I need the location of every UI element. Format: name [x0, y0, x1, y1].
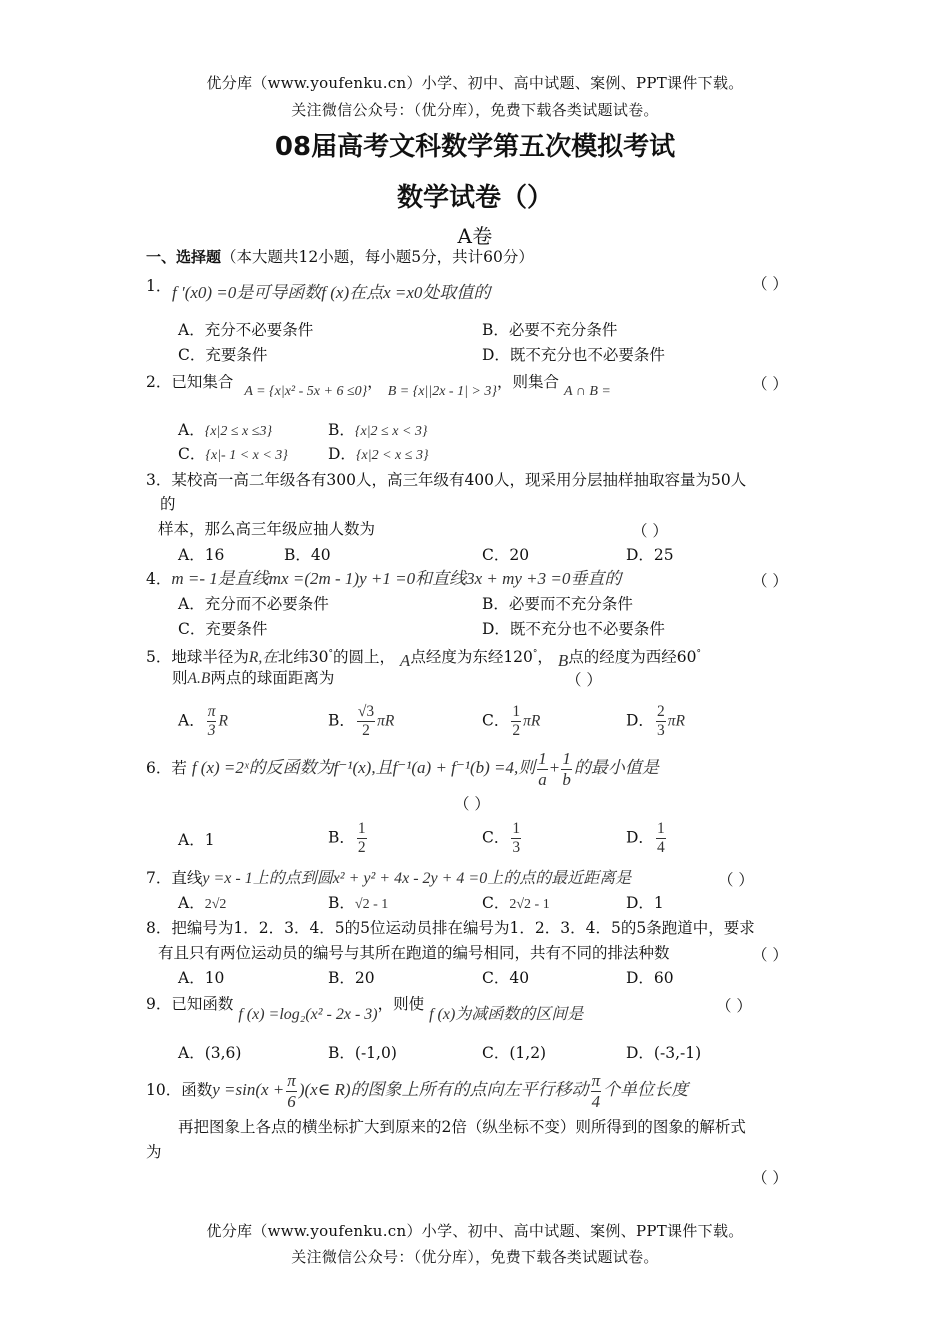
q5-part-3: 北纬30 — [277, 648, 329, 667]
q10-fraction-1-denominator: 6 — [287, 1091, 296, 1111]
q10-stem-line-2: 再把图象上各点的横坐标扩大到原来的2倍（纵坐标不变）则所得到的图象的解析式 — [178, 1118, 746, 1136]
q6-answer-paren: （ ） — [454, 795, 490, 813]
q8-stem-line-1: 8．把编号为1．2．3．4．5的5位运动员排在编号为1．2．3．4．5的5条跑道中，要求 — [146, 919, 755, 937]
q5-option-a-tail: R — [218, 712, 228, 730]
q5-option-d-tail: πR — [667, 712, 685, 730]
q5-answer-paren: （ ） — [566, 671, 602, 689]
q2-option-c-value: {x|- 1 < x < 3} — [205, 448, 288, 463]
q5-option-c-tail: πR — [523, 712, 541, 730]
q7-option-a — [178, 893, 226, 915]
q6-stem — [146, 748, 659, 790]
q1-option-b: B．必要不充分条件 — [482, 321, 618, 339]
exam-subtitle: 数学试卷（） — [396, 183, 553, 213]
q6-option-b-fraction — [357, 820, 367, 857]
q2-option-d-label: D． — [328, 445, 356, 463]
q5-option-a-denominator: 3 — [207, 722, 216, 739]
q5-degree-1: ° — [328, 649, 333, 659]
q6-fraction-2-denominator: b — [562, 769, 571, 789]
q5-stem-line-1 — [146, 644, 701, 671]
q5-points-ab: A.B — [187, 670, 211, 687]
q10-stem — [146, 1070, 688, 1112]
q5-option-b-tail: πR — [377, 712, 395, 730]
q2-option-d — [328, 444, 429, 466]
q5-option-d — [626, 703, 685, 740]
q4-option-d: D．既不充分也不必要条件 — [482, 620, 665, 638]
q2-intro: 2．已知集合 — [146, 373, 234, 391]
q2-option-b — [328, 420, 428, 442]
q2-mid: ，则集合 — [496, 373, 559, 391]
q3-option-c: C．20 — [482, 546, 530, 564]
q10-intro: 10．函数 — [146, 1081, 213, 1099]
q7-option-b — [328, 893, 388, 915]
section-heading — [146, 247, 534, 267]
q6-fraction-1-numerator: 1 — [538, 748, 547, 768]
q10-fraction-2 — [591, 1071, 602, 1112]
q9-option-b: B．(-1,0) — [328, 1044, 397, 1062]
q1-answer-paren: （ ） — [752, 275, 788, 293]
q6-fraction-2 — [561, 749, 572, 790]
q7-option-c — [482, 893, 550, 915]
q5-option-c — [482, 703, 540, 740]
q10-fraction-1 — [286, 1071, 297, 1112]
q1-option-c: C．充要条件 — [178, 346, 268, 364]
q2-option-a — [178, 420, 272, 442]
q9-option-c: C．(1,2) — [482, 1044, 547, 1062]
q6-option-c-label: C． — [482, 828, 510, 847]
q8-option-c: C．40 — [482, 969, 530, 987]
q5-option-d-label: D． — [626, 711, 654, 730]
q10-stem-line-3: 为 — [146, 1143, 162, 1161]
q3-stem-line-2: 的 — [160, 495, 176, 513]
q5-option-a — [178, 703, 228, 740]
q2-option-c-label: C． — [178, 445, 206, 463]
q7-option-d: D．1 — [626, 894, 664, 912]
q5-option-d-denominator: 3 — [656, 722, 665, 739]
volume-label: A卷 — [457, 224, 493, 248]
q5-degree-2: ° — [532, 649, 538, 659]
footer-line-2: 关注微信公众号：（优分库），免费下载各类试题试卷。 — [291, 1248, 659, 1266]
footer-line-1: 优分库（www.youfenku.cn）小学、初中、高中试题、案例、PPT课件下载。 — [206, 1222, 744, 1240]
q10-answer-paren: （ ） — [752, 1169, 788, 1187]
q10-text-3: 个单位长度 — [603, 1080, 689, 1099]
q7-option-c-value: 2√2 - 1 — [509, 897, 550, 912]
q5-option-a-numerator: π — [207, 703, 216, 720]
q3-stem-line-1: 3．某校高一高二年级各有300人，高三年级有400人，现采用分层抽样抽取容量为50人 — [146, 471, 747, 489]
q4-option-a: A．充分而不必要条件 — [178, 595, 329, 613]
q2-option-c — [178, 444, 288, 466]
q7-answer-paren: （ ） — [718, 871, 754, 889]
q7-stem — [146, 868, 631, 889]
section-note: （本大题共12小题，每小题5分，共计60分） — [221, 248, 534, 266]
q5-option-a-label: A． — [178, 711, 205, 730]
q2-comma: ， — [367, 373, 383, 391]
q5-part-2: ,在 — [258, 649, 278, 667]
q6-option-d-fraction — [656, 820, 666, 857]
q3-option-d: D．25 — [626, 546, 674, 564]
q5-stem-line-2 — [172, 668, 334, 689]
q6-option-c-fraction — [511, 820, 521, 857]
q1-option-d: D．既不充分也不必要条件 — [482, 346, 665, 364]
q8-option-d: D．60 — [626, 969, 674, 987]
q8-option-a: A．10 — [178, 969, 225, 987]
q9-function: f (x) =log₂(x² - 2x - 3) — [238, 1006, 378, 1023]
q5-then: 则 — [172, 669, 188, 687]
q6-fraction-1 — [537, 749, 548, 790]
q3-option-a: A．16 — [178, 546, 225, 564]
q3-stem-line-3: 样本，那么高三年级应抽人数为 — [158, 520, 376, 538]
q5-option-b — [328, 703, 394, 740]
q5-part-1: 5．地球半径为 — [146, 648, 249, 667]
q6-option-d — [626, 820, 668, 857]
q6-fraction-2-numerator: 1 — [562, 748, 571, 768]
q2-option-b-label: B． — [328, 421, 355, 439]
q2-set-b: B = {x||2x - 1| > 3} — [387, 384, 497, 399]
q5-option-b-fraction — [357, 703, 375, 740]
q5-part-4: 的圆上， — [332, 648, 395, 667]
q6-option-a: A．1 — [178, 831, 215, 849]
q6-option-b-numerator: 1 — [357, 820, 366, 837]
q9-option-a: A．(3,6) — [178, 1044, 242, 1062]
q5-point-b: B — [557, 651, 569, 671]
q5-option-c-fraction — [511, 703, 521, 740]
q7-option-c-label: C． — [482, 894, 510, 912]
q6-text-1: f (x) =2ˣ的反函数为f⁻¹(x),且f⁻¹(a) + f⁻¹(b) =4,则 — [191, 758, 536, 777]
q7-option-b-value: √2 - 1 — [354, 897, 389, 912]
q2-answer-paren: （ ） — [752, 375, 788, 393]
q5-part-5: 点经度为东经120 — [410, 648, 533, 667]
q10-fraction-2-numerator: π — [591, 1070, 601, 1090]
q2-option-a-value: {x|2 ≤ x ≤3} — [204, 424, 273, 439]
q9-stem — [146, 994, 584, 1023]
q6-plus: + — [549, 758, 560, 777]
q6-option-b-denominator: 2 — [357, 839, 366, 856]
q4-answer-paren: （ ） — [752, 572, 788, 590]
q7-option-a-value: 2√2 — [204, 897, 227, 912]
q2-option-b-value: {x|2 ≤ x < 3} — [354, 424, 428, 439]
q4-text: m =- 1是直线mx =(2m - 1)y +1 =0和直线3x + my +3 =0垂直的 — [171, 569, 622, 588]
q5-part-7: 点的经度为西经60 — [568, 648, 697, 667]
q5-option-b-label: B． — [328, 711, 355, 730]
q5-point-a: A — [399, 651, 411, 671]
q9-mid: ，则使 — [377, 995, 425, 1013]
q5-option-d-numerator: 2 — [656, 703, 665, 720]
q6-option-d-denominator: 4 — [656, 839, 665, 856]
q5-option-d-fraction — [656, 703, 666, 740]
q2-intersection: A ∩ B = — [563, 384, 611, 399]
q2-stem — [146, 372, 611, 399]
q6-option-c — [482, 820, 523, 857]
q6-option-d-label: D． — [626, 828, 654, 847]
q5-part-6: ， — [537, 648, 553, 667]
q4-option-c: C．充要条件 — [178, 620, 268, 638]
q1-number: 1． — [146, 277, 172, 295]
q9-tail: f (x)为减函数的区间是 — [429, 1006, 584, 1023]
exam-title: 08届高考文科数学第五次模拟考试 — [274, 132, 676, 162]
q8-answer-paren: （ ） — [752, 946, 788, 964]
q5-stem-tail: 两点的球面距离为 — [210, 669, 335, 687]
q1-stem: f ′(x0) =0是可导函数f (x)在点x =x0处取值的 — [172, 283, 491, 302]
q5-option-c-label: C． — [482, 711, 510, 730]
q5-degree-3: ° — [696, 649, 701, 659]
q7-option-a-label: A． — [178, 894, 205, 912]
q3-option-b: B．40 — [284, 546, 331, 564]
q5-option-b-denominator: 2 — [362, 722, 370, 739]
q2-set-a: A = {x|x² - 5x + 6 ≤0} — [244, 384, 368, 399]
q6-option-d-numerator: 1 — [656, 820, 665, 837]
q10-fraction-2-denominator: 4 — [591, 1091, 601, 1111]
q7-option-b-label: B． — [328, 894, 355, 912]
q9-option-d: D．(-3,-1) — [626, 1044, 702, 1062]
q3-answer-paren: （ ） — [632, 522, 668, 540]
q6-fraction-1-denominator: a — [538, 769, 547, 789]
q4-stem — [146, 569, 621, 589]
q7-number: 7．直线 — [146, 869, 203, 887]
q1-option-a: A．充分不必要条件 — [178, 321, 314, 339]
section-label: 一、选择题 — [146, 248, 222, 266]
q5-radius: R — [248, 649, 259, 667]
q6-option-b — [328, 820, 369, 857]
q10-text-1: y =sin(x + — [212, 1080, 285, 1099]
q5-option-a-fraction — [207, 703, 217, 740]
q9-intro: 9．已知函数 — [146, 995, 234, 1013]
q2-option-d-value: {x|2 < x ≤ 3} — [355, 448, 429, 463]
q8-stem-line-2: 有且只有两位运动员的编号与其所在跑道的编号相同，共有不同的排法种数 — [158, 944, 670, 962]
q6-option-b-label: B． — [328, 828, 355, 847]
q8-option-b: B．20 — [328, 969, 375, 987]
header-line-1: 优分库（www.youfenku.cn）小学、初中、高中试题、案例、PPT课件下载。 — [206, 74, 744, 92]
q6-option-c-numerator: 1 — [512, 820, 521, 837]
header-line-2: 关注微信公众号：（优分库），免费下载各类试题试卷。 — [291, 101, 659, 119]
q9-answer-paren: （ ） — [716, 997, 752, 1015]
q4-number: 4． — [146, 570, 172, 588]
q5-option-c-numerator: 1 — [512, 703, 521, 720]
q10-fraction-1-numerator: π — [287, 1070, 296, 1090]
q6-text-2: 的最小值是 — [573, 758, 659, 777]
q4-option-b: B．必要而不充分条件 — [482, 595, 633, 613]
q5-option-b-numerator: √3 — [357, 703, 375, 720]
q10-text-2: )(x∈ R)的图象上所有的点向左平行移动 — [298, 1080, 589, 1099]
q6-option-c-denominator: 3 — [512, 839, 521, 856]
q5-option-c-denominator: 2 — [512, 722, 521, 739]
q2-option-a-label: A． — [178, 421, 205, 439]
q6-number: 6．若 — [146, 759, 187, 777]
q7-text: y =x - 1上的点到圆x² + y² + 4x - 2y + 4 =0上的点的最近距离是 — [202, 870, 632, 887]
